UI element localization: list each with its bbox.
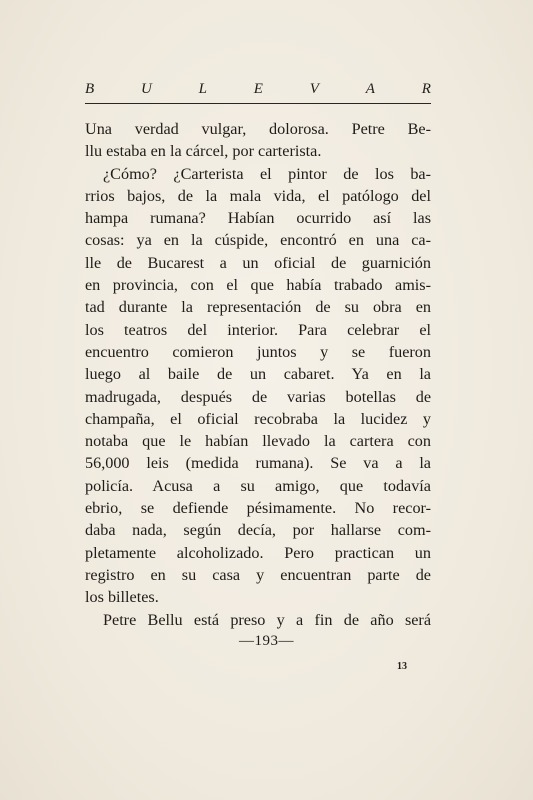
running-head-letter: L bbox=[198, 81, 207, 97]
text-line: Una verdad vulgar, dolorosa. Petre Be- bbox=[85, 120, 431, 138]
text-line: los billetes. bbox=[85, 588, 159, 607]
running-head-letter: E bbox=[253, 81, 263, 97]
running-head bbox=[85, 80, 431, 98]
text-line: notaba que le habían llevado la cartera con bbox=[85, 432, 431, 451]
text-line: rrios bajos, de la mala vida, el patólogo del bbox=[85, 186, 431, 205]
text-line: ebrio, se defiende pésimamente. No recor- bbox=[85, 499, 431, 518]
text-line: champaña, el oficial recobraba la lucidez y bbox=[85, 409, 431, 428]
running-head-letter: R bbox=[421, 81, 431, 97]
text-line: ¿Cómo? ¿Carterista el pintor de los ba- bbox=[103, 164, 431, 183]
text-line: Petre Bellu está preso y a fin de año será bbox=[103, 610, 431, 629]
text-line: encuentro comieron juntos y se fueron bbox=[85, 342, 431, 361]
text-line: cosas: ya en la cúspide, encontró en una ca- bbox=[85, 231, 431, 250]
text-line: lle de Bucarest a un oficial de guarnición bbox=[85, 253, 431, 272]
text-line: llu estaba en la cárcel, por carterista. bbox=[85, 142, 322, 161]
text-line: registro en su casa y encuentran parte de bbox=[85, 565, 431, 584]
page-number: —193— bbox=[239, 633, 294, 649]
text-line: pletamente alcoholizado. Pero practican un bbox=[85, 543, 431, 562]
text-line: luego al baile de un cabaret. Ya en la bbox=[85, 365, 431, 384]
text-line: madrugada, después de varias botellas de bbox=[85, 387, 431, 406]
running-head-letter: B bbox=[85, 81, 95, 97]
signature-mark: 13 bbox=[397, 661, 407, 672]
text-line: hampa rumana? Habían ocurrido así las bbox=[85, 209, 431, 228]
text-line: daba nada, según decía, por hallarse com- bbox=[85, 521, 431, 540]
header-rule bbox=[85, 103, 431, 104]
running-head-letter: U bbox=[140, 81, 152, 97]
text-line: tad durante la representación de su obra en bbox=[85, 298, 431, 317]
running-head-letter: V bbox=[309, 81, 319, 97]
text-line: en provincia, con el que había trabado amis- bbox=[85, 276, 431, 295]
text-line: los teatros del interior. Para celebrar el bbox=[85, 320, 431, 339]
text-line: policía. Acusa a su amigo, que todavía bbox=[85, 476, 431, 495]
text-line: 56,000 leis (medida rumana). Se va a la bbox=[85, 454, 431, 473]
body-text bbox=[85, 118, 431, 631]
running-head-letter: A bbox=[365, 81, 375, 97]
